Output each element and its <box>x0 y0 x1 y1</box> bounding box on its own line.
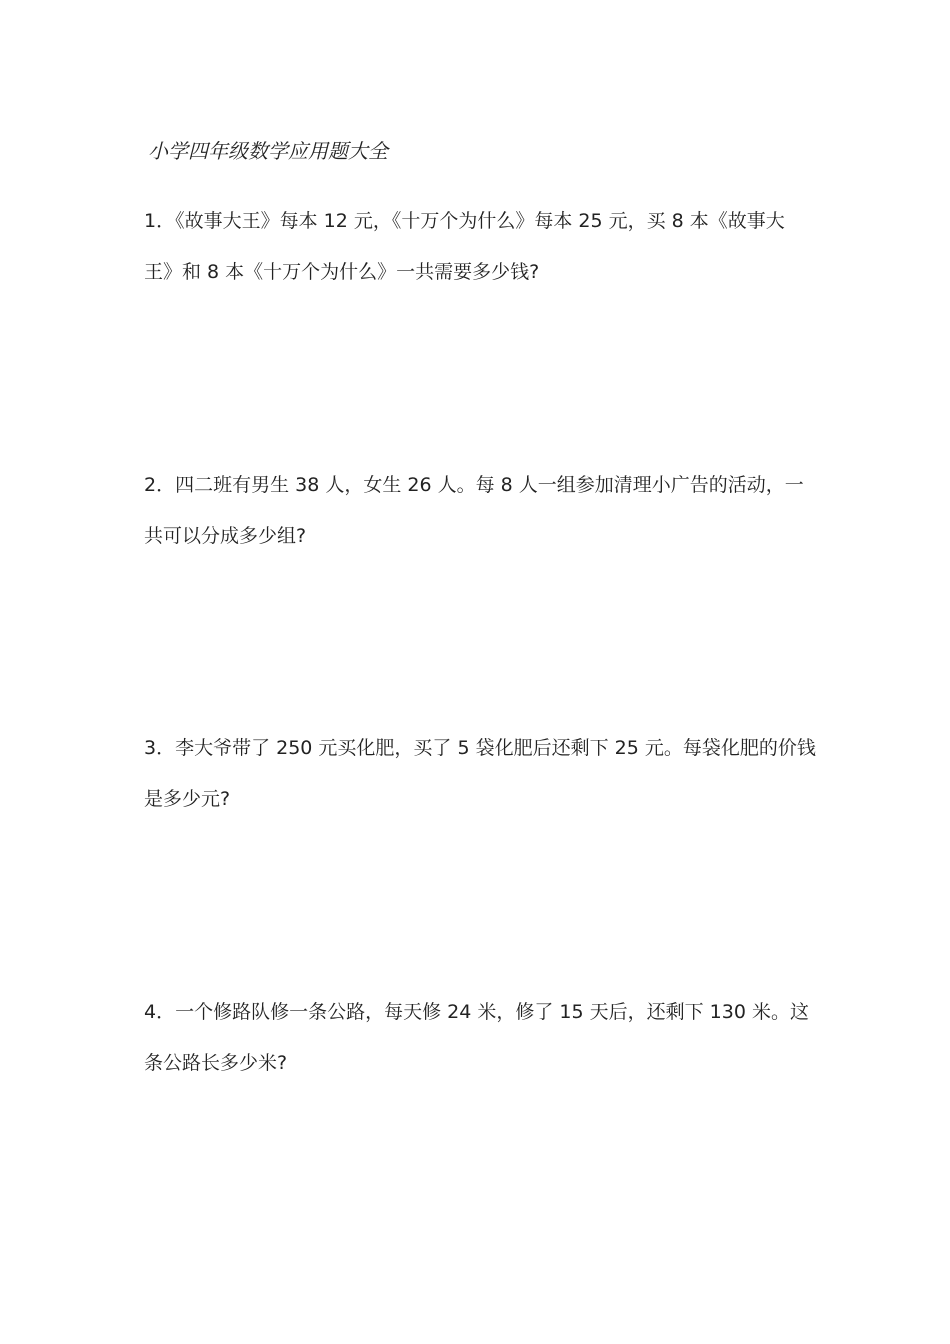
question-1 <box>144 196 824 298</box>
document-title: 小学四年级数学应用题大全 <box>148 139 388 163</box>
question-2 <box>144 460 824 562</box>
question-2-line-2: 共可以分成多少组? <box>144 525 307 547</box>
question-3-line-1: 3．李大爷带了 250 元买化肥，买了 5 袋化肥后还剩下 25 元。每袋化肥的价钱 <box>144 737 816 759</box>
question-4 <box>144 987 824 1089</box>
question-4-line-2: 条公路长多少米? <box>144 1052 288 1074</box>
question-4-line-1: 4．一个修路队修一条公路，每天修 24 米，修了 15 天后，还剩下 130 米。这 <box>144 1001 809 1023</box>
question-3-line-2: 是多少元? <box>144 788 231 810</box>
question-2-line-1: 2．四二班有男生 38 人，女生 26 人。每 8 人一组参加清理小广告的活动，一 <box>144 474 804 496</box>
question-1-line-2: 王》和 8 本《十万个为什么》一共需要多少钱? <box>144 261 540 283</box>
question-1-line-1: 1．《故事大王》每本 12 元，《十万个为什么》每本 25 元，买 8 本《故事大 <box>144 210 785 232</box>
question-3 <box>144 723 824 825</box>
